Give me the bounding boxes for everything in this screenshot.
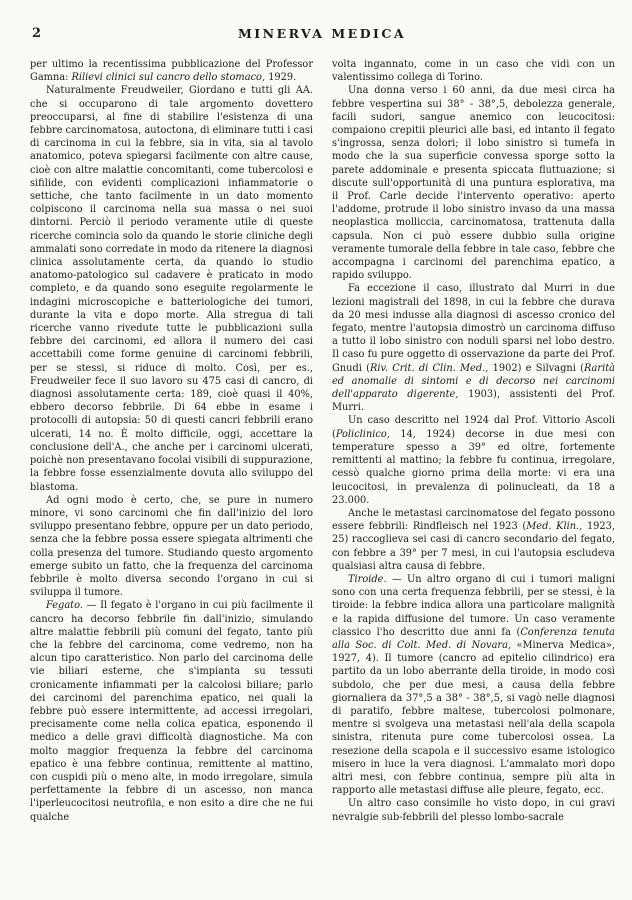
text-run: Un altro caso consimile ho visto dopo, in cui gravi nevralgie sub-febbrili del plesso lombo-sacrale bbox=[332, 798, 615, 823]
text-run: «Minerva Medica», 1927, 4). Il tumore (cancro ad epitelio cilindrico) era partito da un lobo aberrante della tiroide, in modo così subdolo, che per due mesi, a causa della febbre giornaliera da 37°,5 a 38° - 38°,5, si vagò nelle diagnosi di paratifo, febbre maltese, tubercolosi polmonare, mentre si svolgeva una metastasi nell'ala della scapola sinistra, ritenuta pure come tubercolosi ossea. La resezione della scapola e il successivo esame istologico misero in luce la vera diagnosi. L'ammalato morì dopo altri mesi, con febbre continua, sempre più alta in rapporto alle metastasi diffuse alle pleure, fegato, ecc. bbox=[332, 639, 615, 797]
paragraph bbox=[332, 414, 615, 506]
italic-text: Rarità ed anomalie di sintomi e di decorso nei carcinomi dell'apparato digerente, bbox=[332, 362, 615, 401]
italic-text: Rilievi clinici sul cancro dello stomaco, bbox=[71, 72, 266, 84]
paragraph bbox=[332, 282, 615, 414]
page-number: 2 bbox=[32, 26, 42, 41]
italic-text: Tiroide. bbox=[348, 573, 387, 585]
paragraph bbox=[332, 573, 615, 797]
left-column bbox=[30, 58, 313, 893]
page-header bbox=[32, 26, 612, 44]
paragraph bbox=[332, 84, 615, 282]
paragraph bbox=[30, 599, 313, 823]
text-run: 1929. bbox=[265, 72, 297, 84]
text-run: 1903), assistenti del Prof. Murri. bbox=[332, 389, 615, 414]
paragraph bbox=[332, 797, 615, 823]
text-run: Ad ogni modo è certo, che, se pure in numero minore, vi sono carcinomi che fin dall'inizio del loro sviluppo presentano febbre, oppure per un dato periodo, senza che la febbre possa essere spiegata altrimenti che colla presenza del tumore. Studiando questo argomento emerge subito un fatto, che la frequenza del carcinoma febbrile è molto diversa secondo l'organo in cui si sviluppa il tumore. bbox=[30, 494, 313, 599]
right-column bbox=[332, 58, 615, 893]
italic-text: Med. Klin., bbox=[526, 521, 583, 533]
text-run: 1923, 25) raccoglieva sei casi di cancro secondario del fegato, con febbre a 39° per 7 mesi, in cui l'autopsia escludeva qualsiasi altra causa di febbre. bbox=[332, 521, 615, 572]
text-run: — Un altro organo di cui i tumori maligni sono con una certa frequenza febbrili, per se stessi, è la tiroide: la febbre indica allora una particolare malignità e la rapida diffusione del tumore. Un caso veramente classico l'ho descritto due anni fa ( bbox=[332, 573, 615, 638]
text-run: Un caso descritto nel 1924 dal Prof. Vittorio Ascoli ( bbox=[332, 415, 615, 440]
italic-text: Conferenza tenuta alla Soc. di Colt. Med. di Novara, bbox=[332, 626, 615, 651]
text-run: — Il fegato è l'organo in cui più facilmente il cancro ha decorso febbrile fin dall'inizio, simulando altre malattie febbrili più comuni del fegato, tanto più che la febbre del carcinoma, come vedremo, non ha alcun tipo caratteristico. Non parlo del carcinoma delle vie biliari esterne, che s'impianta su tessuti cronicamente infiammati per la calcolosi biliare; parlo dei carcinomi del parenchima epatico, nei quali la febbre può essere intermittente, ad accessi irregolari, precisamente come nella colica epatica, esponendo il medico a delle gravi difficoltà diagnostiche. Ma con molto maggior frequenza la febbre del carcinoma epatico è una febbre continua, remittente al mattino, con cuspidi più o meno alte, in modo irregolare, simula perfettamente la febbre di un ascesso, non manca l'iperleucocitosi neutrofila, e non esito a dire che ne fui qualche bbox=[30, 600, 313, 823]
text-run: volta ingannato, come in un caso che vidi con un valentissimo collega di Torino. bbox=[332, 59, 615, 84]
italic-text: Policlinico, bbox=[335, 428, 390, 440]
paragraph bbox=[332, 58, 615, 84]
italic-text: Fegato. bbox=[46, 600, 83, 612]
text-run: 1902) e Silvagni ( bbox=[488, 362, 584, 374]
text-run: 14, 1924) decorse in due mesi con temperature spesso a 39° ed oltre, fortemente remittenti al mattino; la febbre fu continua, irregolare, cessò qualche giorno prima della morte: vi era una leucocitosi, in prevalenza di polinucleati, da 18 a 23.000. bbox=[332, 428, 615, 506]
text-run: Anche le metastasi carcinomatose del fegato possono essere febbrili: Rindfleisch nel 1923 ( bbox=[332, 507, 615, 533]
article-body bbox=[30, 58, 615, 893]
text-run: per ultimo la recentissima pubblicazione del Professor Gamna: bbox=[30, 59, 313, 84]
paragraph bbox=[30, 494, 313, 600]
text-run: Una donna verso i 60 anni, da due mesi circa ha febbre vespertina sui 38° - 38°,5, debolezza generale, facili sudori, sangue anemico con leucocitosi: compaiono crepitii pleurici alle basi, ed intanto il fegato s'ingrossa, senza dolori; il lobo sinistro si tumefa in modo che la sua superficie convessa sporge sotto la parete addominale e presenta spiccata fluttuazione; si discute sull'opportunità di una puntura esplorativa, ma il Prof. Carle decide l'intervento operativo: aperto l'addome, protrude il lobo sinistro invaso da una massa neoplastica molliccia, carcinomatosa, trattenuta dalla capsula. Non ci può essere dubbio sulla origine veramente tumorale della febbre in tale caso, febbre che accompagna i carcinomi del parenchima epatico, a rapido sviluppo. bbox=[332, 85, 615, 282]
paragraph bbox=[332, 507, 615, 573]
text-run: Fa eccezione il caso, illustrato dal Murri in due lezioni magistrali del 1898, in cui la febbre che durava da 20 mesi indusse alla diagnosi di ascesso cronico del fegato, mentre l'autopsia dimostrò un carcinoma diffuso a tutto il lobo sinistro con noduli sparsi nel lobo destro. Il caso fu pure oggetto di osservazione da parte dei Prof. Gnudi ( bbox=[332, 283, 615, 374]
paragraph bbox=[30, 58, 313, 84]
paragraph bbox=[30, 84, 313, 493]
running-title: MINERVA MEDICA bbox=[237, 26, 407, 41]
text-run: Naturalmente Freudweiler, Giordano e tutti gli AA. che si occuparono di tale argomento dovettero preoccuparsi, al fine di stabilire l'esistenza di una febbre carcinomatosa, autoctona, di eliminare tutti i casi di carcinoma in cui la febbre, sia in vita, sia al tavolo anatomico, poteva spiegarsi facilmente con altre cause, cioè con altre malattie concomitanti, come tubercolosi e sifilide, con evidenti complicazioni infiammatorie o settiche, che tanto facilmente in un dato momento colpiscono il carcinoma nella sua massa o nei suoi dintorni. Perciò il periodo veramente utile di queste ricerche comincia solo da quando le storie cliniche degli ammalati sono corredate in modo da ritenere la diagnosi clinica assolutamente certa, da quando lo studio anatomo-patologico sul cadavere è praticato in modo completo, e da quando sono eseguite regolarmente le indagini microscopiche e batteriologiche dei tumori, durante la vita e dopo morte. Alla stregua di tali ricerche vanno rivedute tutte le pubblicazioni sulla febbre dei carcinomi, ed allora il numero dei casi accettabili come forme genuine di carcinomi febbrili, per se stessi, si riduce di molto. Così, per es., Freudweiler fece il suo lavoro su 475 casi di cancro, di diagnosi assolutamente certa: 189, cioè quasi il 40%, ebbero decorso febbrile. Di 64 ebbe in esame i protocolli di autopsia: 50 di questi cancri febbrili erano ulcerati, 14 no. È molto difficile, oggi, accettare la conclusione dell'A., che anche per i carcinomi ulcerati, poichè non presentavano focolai visibili di suppurazione, la febbre fosse essenzialmente dovuta allo sviluppo del blastoma. bbox=[30, 85, 313, 493]
italic-text: Riv. Crit. di Clin. Med., bbox=[369, 362, 489, 374]
